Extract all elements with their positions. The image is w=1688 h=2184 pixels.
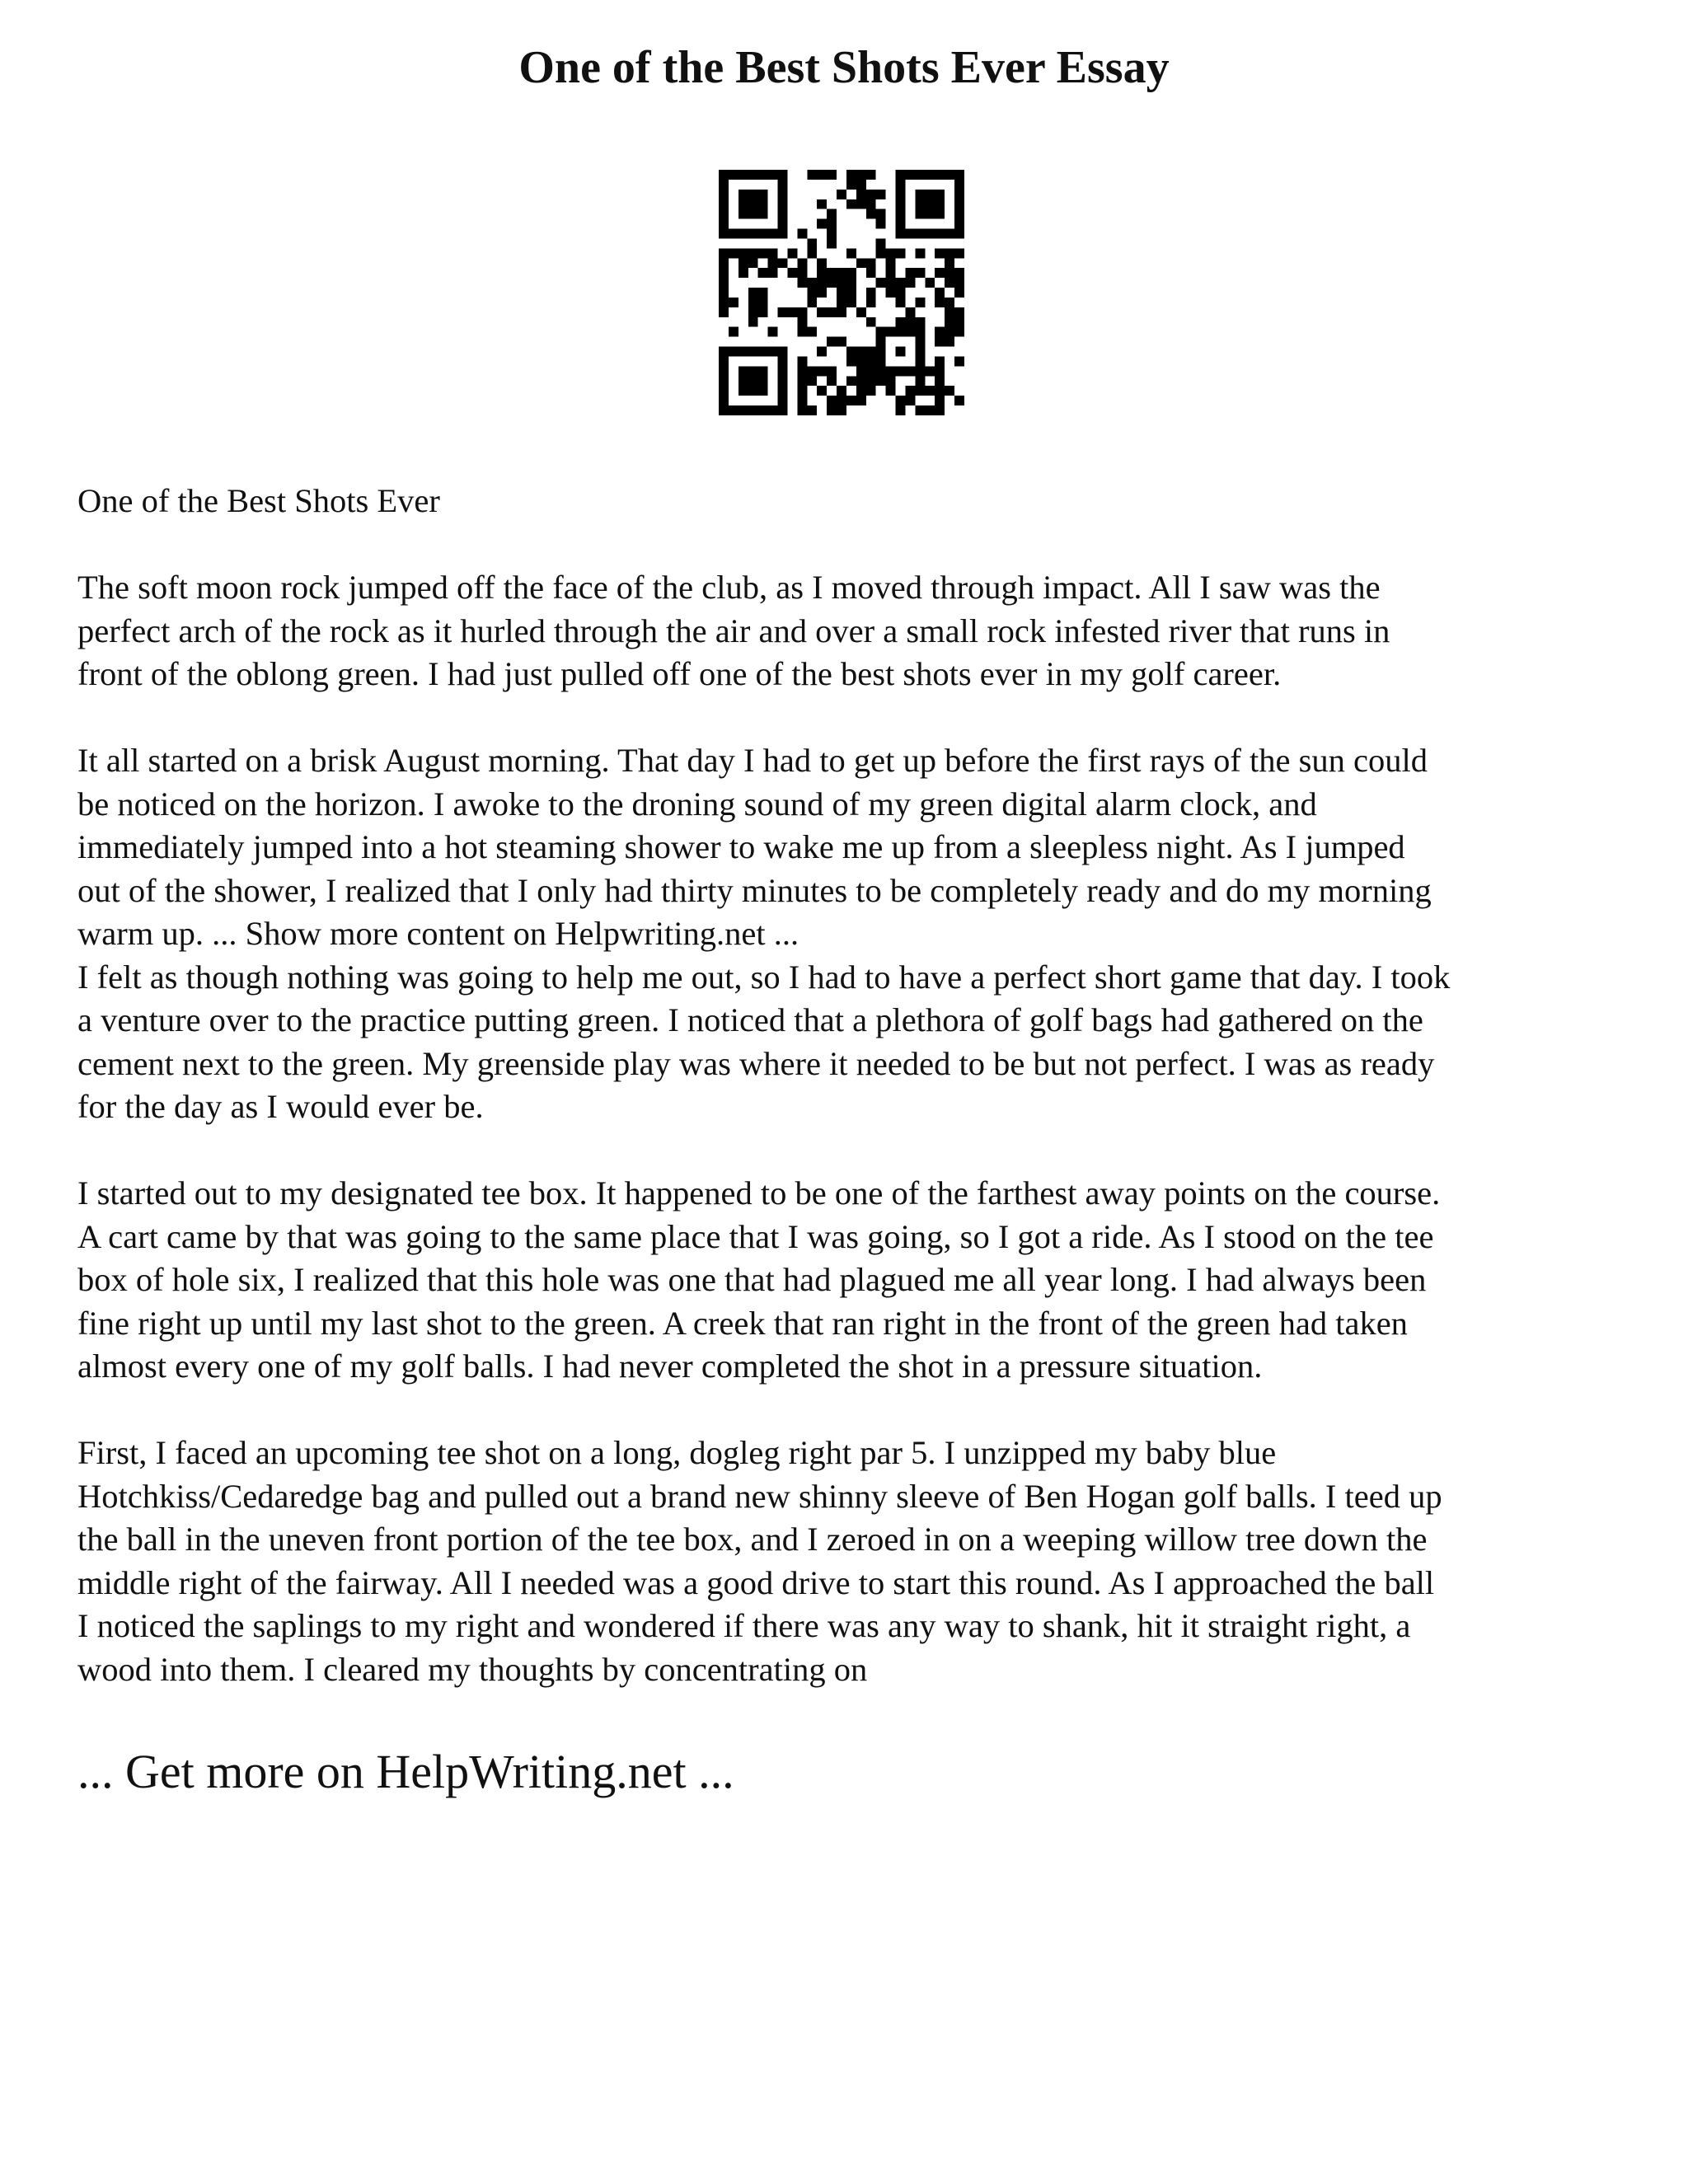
qr-module xyxy=(807,238,817,248)
paragraph-2 xyxy=(77,739,1627,956)
qr-module xyxy=(905,386,915,396)
qr-module xyxy=(837,298,846,307)
qr-code-graphic xyxy=(719,170,964,415)
qr-module xyxy=(729,298,738,307)
qr-module xyxy=(915,386,925,396)
paragraph-line: the ball in the uneven front portion of the tee box, and I zeroed in on a weeping willow tree down the xyxy=(77,1521,1428,1558)
page-title: One of the Best Shots Ever Essay xyxy=(518,42,1170,93)
qr-module xyxy=(817,268,827,278)
qr-module xyxy=(905,317,915,327)
get-more-link[interactable]: ... Get more on HelpWriting.net ... xyxy=(77,1745,734,1798)
qr-module xyxy=(886,376,896,386)
qr-module xyxy=(866,268,876,278)
qr-module xyxy=(866,317,876,327)
essay-body xyxy=(77,480,1627,1691)
qr-module xyxy=(866,386,876,396)
qr-module xyxy=(817,199,827,209)
qr-module xyxy=(827,219,837,229)
qr-module xyxy=(935,337,945,347)
qr-module xyxy=(719,288,729,298)
qr-module xyxy=(866,366,876,376)
qr-module xyxy=(925,278,935,288)
qr-module xyxy=(945,386,954,396)
qr-module xyxy=(876,209,886,219)
qr-module xyxy=(797,376,807,386)
qr-module xyxy=(748,258,758,268)
show-more-link[interactable]: warm up. ... Show more content on Helpwriting.net ... xyxy=(77,915,799,952)
qr-module xyxy=(886,268,896,278)
qr-module xyxy=(945,278,954,288)
qr-module xyxy=(935,327,945,337)
qr-module xyxy=(846,278,856,288)
qr-module xyxy=(758,307,768,317)
qr-module xyxy=(797,405,807,415)
qr-module xyxy=(827,170,837,180)
qr-module xyxy=(817,288,827,298)
paragraph-line: middle right of the fairway. All I needed was a good drive to start this round. As I approached the ball xyxy=(77,1563,1435,1601)
paragraph-line: I noticed the saplings to my right and wondered if there was any way to shank, hit it straight right, a xyxy=(77,1607,1411,1644)
qr-module xyxy=(945,298,954,307)
qr-module xyxy=(817,347,827,357)
qr-module xyxy=(719,268,729,278)
qr-module xyxy=(945,258,954,268)
qr-module xyxy=(935,376,945,386)
qr-module xyxy=(807,278,817,288)
qr-module xyxy=(797,317,807,327)
qr-module xyxy=(876,376,886,386)
qr-module xyxy=(846,396,856,405)
qr-module xyxy=(935,366,945,376)
qr-module xyxy=(954,327,964,337)
qr-module xyxy=(797,268,807,278)
qr-module xyxy=(866,347,876,357)
paragraph-5 xyxy=(77,1432,1627,1691)
qr-module xyxy=(748,317,758,327)
qr-module xyxy=(856,170,866,180)
qr-module xyxy=(856,258,866,268)
qr-module xyxy=(886,248,896,258)
qr-module xyxy=(827,307,837,317)
paragraph-1 xyxy=(77,566,1627,696)
qr-module xyxy=(837,190,846,199)
paragraph-line: First, I faced an upcoming tee shot on a long, dogleg right par 5. I unzipped my baby blue xyxy=(77,1434,1277,1471)
qr-module xyxy=(827,405,837,415)
qr-module xyxy=(876,248,886,258)
paragraph-line: A cart came by that was going to the same place that I was going, so I got a ride. As I stood on the tee xyxy=(77,1217,1434,1255)
paragraph-line: for the day as I would ever be. xyxy=(77,1088,484,1125)
qr-module xyxy=(797,229,807,239)
qr-module xyxy=(945,337,954,347)
paragraph-line: be noticed on the horizon. I awoke to the droning sound of my green digital alarm clock, and xyxy=(77,785,1317,823)
qr-module xyxy=(876,219,886,229)
qr-module xyxy=(915,248,925,258)
qr-module xyxy=(768,248,778,258)
qr-module xyxy=(827,229,837,239)
qr-module xyxy=(945,327,954,337)
qr-module xyxy=(768,258,778,268)
qr-module xyxy=(729,327,738,337)
qr-module xyxy=(778,258,788,268)
qr-module xyxy=(866,288,876,298)
qr-module xyxy=(856,180,866,190)
qr-module xyxy=(866,209,876,219)
essay-heading: One of the Best Shots Ever xyxy=(77,482,440,519)
qr-module xyxy=(935,405,945,415)
qr-module xyxy=(905,307,915,317)
qr-module xyxy=(758,298,768,307)
qr-module xyxy=(954,356,964,366)
qr-module xyxy=(797,386,807,396)
paragraph-gap xyxy=(77,523,1627,567)
qr-module xyxy=(886,288,896,298)
qr-module xyxy=(748,288,758,298)
qr-module xyxy=(837,288,846,298)
qr-module xyxy=(935,356,945,366)
qr-module xyxy=(817,258,827,268)
paragraph-line: I started out to my designated tee box. It happened to be one of the farthest away points on the course. xyxy=(77,1174,1441,1212)
qr-module xyxy=(945,248,954,258)
qr-module xyxy=(846,356,856,366)
qr-module xyxy=(807,327,817,337)
qr-module xyxy=(837,307,846,317)
qr-finder-core xyxy=(738,366,768,396)
qr-finder-core xyxy=(915,190,945,219)
qr-module xyxy=(807,288,817,298)
qr-module xyxy=(768,327,778,337)
qr-module xyxy=(827,209,837,219)
qr-module xyxy=(876,278,886,288)
qr-module xyxy=(896,405,906,415)
qr-module xyxy=(935,288,945,298)
qr-module xyxy=(768,268,778,278)
qr-module xyxy=(856,307,866,317)
qr-module xyxy=(866,199,876,209)
paragraph-gap xyxy=(77,696,1627,740)
paragraph-line: front of the oblong green. I had just pulled off one of the best shots ever in my golf career. xyxy=(77,655,1282,692)
qr-module xyxy=(807,248,817,258)
qr-module xyxy=(827,337,837,347)
qr-module xyxy=(807,405,817,415)
qr-module xyxy=(738,258,748,268)
qr-module xyxy=(817,219,827,229)
qr-module xyxy=(925,366,935,376)
qr-module xyxy=(748,298,758,307)
qr-module xyxy=(886,386,896,396)
qr-module xyxy=(886,258,896,268)
qr-module xyxy=(846,180,856,190)
qr-module xyxy=(758,288,768,298)
qr-module xyxy=(738,248,748,258)
paragraph-line: wood into them. I cleared my thoughts by concentrating on xyxy=(77,1650,868,1688)
qr-module xyxy=(856,386,866,396)
qr-module xyxy=(866,170,876,180)
qr-module xyxy=(915,298,925,307)
qr-module xyxy=(846,376,856,386)
qr-module xyxy=(817,170,827,180)
qr-module xyxy=(896,288,906,298)
qr-module xyxy=(837,278,846,288)
qr-module xyxy=(945,307,954,317)
qr-module xyxy=(896,278,906,288)
qr-module xyxy=(719,278,729,288)
qr-module xyxy=(954,248,964,258)
paragraph-line: out of the shower, I realized that I only had thirty minutes to be completely ready and do my morning xyxy=(77,871,1432,909)
qr-module xyxy=(827,376,837,386)
qr-module xyxy=(935,386,945,396)
qr-module xyxy=(954,307,964,317)
qr-module xyxy=(817,366,827,376)
qr-module xyxy=(837,405,846,415)
qr-module xyxy=(778,307,788,317)
qr-module xyxy=(915,317,925,327)
qr-module xyxy=(846,298,856,307)
qr-module xyxy=(896,317,906,327)
paragraph-line: immediately jumped into a hot steaming shower to wake me up from a sleepless night. As I jumped xyxy=(77,828,1405,865)
qr-module xyxy=(846,199,856,209)
qr-module xyxy=(827,366,837,376)
qr-code-icon xyxy=(719,170,964,415)
paragraph-line: fine right up until my last shot to the green. A creek that ran right in the front of the green had taken xyxy=(77,1304,1408,1342)
qr-module xyxy=(719,307,729,317)
paragraph-line: cement next to the green. My greenside play was where it needed to be but not perfect. I was as ready xyxy=(77,1044,1435,1082)
qr-module xyxy=(915,268,925,278)
qr-module xyxy=(856,190,866,199)
qr-module xyxy=(866,376,876,386)
qr-module xyxy=(866,190,876,199)
qr-module xyxy=(817,307,827,317)
qr-module xyxy=(935,298,945,307)
qr-module xyxy=(817,386,827,396)
qr-module xyxy=(807,376,817,386)
qr-module xyxy=(856,376,866,386)
qr-module xyxy=(797,396,807,405)
qr-module xyxy=(925,405,935,415)
qr-module xyxy=(954,278,964,288)
qr-module xyxy=(954,288,964,298)
qr-finder-core xyxy=(738,190,768,219)
qr-module xyxy=(896,298,906,307)
qr-module xyxy=(758,268,768,278)
qr-module xyxy=(837,337,846,347)
qr-module xyxy=(797,278,807,288)
qr-module xyxy=(827,238,837,248)
qr-module xyxy=(729,248,738,258)
qr-module xyxy=(827,268,837,278)
qr-module xyxy=(905,278,915,288)
qr-module xyxy=(905,268,915,278)
paragraph-4 xyxy=(77,1172,1627,1389)
qr-module xyxy=(738,268,748,278)
qr-module xyxy=(807,170,817,180)
qr-module xyxy=(797,356,807,366)
qr-module xyxy=(797,366,807,376)
qr-module xyxy=(827,278,837,288)
qr-module xyxy=(866,298,876,307)
paragraph-line: I felt as though nothing was going to help me out, so I had to have a perfect short game that day. I took xyxy=(77,958,1451,996)
qr-module xyxy=(945,268,954,278)
qr-module xyxy=(876,190,886,199)
qr-module xyxy=(817,278,827,288)
qr-module xyxy=(807,366,817,376)
qr-module xyxy=(797,307,807,317)
qr-module xyxy=(846,268,856,278)
qr-module xyxy=(846,347,856,357)
qr-module xyxy=(748,307,758,317)
qr-module xyxy=(856,366,866,376)
qr-module xyxy=(954,317,964,327)
paragraph-line: The soft moon rock jumped off the face of the club, as I moved through impact. All I saw was the xyxy=(77,569,1381,606)
qr-module xyxy=(935,268,945,278)
qr-module xyxy=(866,356,876,366)
paragraph-gap xyxy=(77,1389,1627,1432)
qr-module xyxy=(758,248,768,258)
qr-module xyxy=(856,396,866,405)
qr-module xyxy=(896,396,906,405)
qr-module xyxy=(787,307,797,317)
qr-module xyxy=(886,278,896,288)
qr-module xyxy=(837,386,846,396)
qr-module xyxy=(954,268,964,278)
qr-module xyxy=(866,258,876,268)
qr-module xyxy=(856,347,866,357)
qr-module xyxy=(719,258,729,268)
qr-module xyxy=(846,288,856,298)
paragraph-gap xyxy=(77,1129,1627,1173)
qr-module xyxy=(945,317,954,327)
qr-module xyxy=(935,248,945,258)
qr-module xyxy=(837,396,846,405)
qr-module xyxy=(797,258,807,268)
qr-module xyxy=(846,248,856,258)
qr-module xyxy=(954,396,964,405)
qr-module xyxy=(837,268,846,278)
qr-module xyxy=(896,248,906,258)
paragraph-line: almost every one of my golf balls. I had never completed the shot in a pressure situation. xyxy=(77,1347,1263,1385)
qr-module xyxy=(935,396,945,405)
qr-module xyxy=(925,386,935,396)
qr-align-core xyxy=(896,347,906,357)
qr-module xyxy=(797,327,807,337)
qr-module xyxy=(876,238,886,248)
qr-module xyxy=(748,248,758,258)
qr-module xyxy=(719,248,729,258)
qr-module xyxy=(905,396,915,405)
qr-module xyxy=(787,248,797,258)
qr-module xyxy=(827,396,837,405)
paragraph-line: perfect arch of the rock as it hurled through the air and over a small rock infested river that runs in xyxy=(77,612,1390,649)
qr-module xyxy=(856,356,866,366)
qr-module xyxy=(807,298,817,307)
paragraph-line: It all started on a brisk August morning. That day I had to get up before the first rays of the sun could xyxy=(77,742,1428,779)
qr-module xyxy=(915,405,925,415)
qr-module xyxy=(915,376,925,386)
paragraph-line: a venture over to the practice putting green. I noticed that a plethora of golf bags had gathered on the xyxy=(77,1001,1423,1038)
paragraph-line: Hotchkiss/Cedaredge bag and pulled out a brand new shinny sleeve of Ben Hogan golf balls. I teed up xyxy=(77,1477,1442,1515)
qr-module xyxy=(846,170,856,180)
qr-module xyxy=(856,199,866,209)
qr-module xyxy=(787,268,797,278)
paragraph-line: box of hole six, I realized that this hole was one that had plagued me all year long. I had always been xyxy=(77,1261,1427,1298)
paragraph-3 xyxy=(77,956,1627,1129)
qr-module xyxy=(719,298,729,307)
